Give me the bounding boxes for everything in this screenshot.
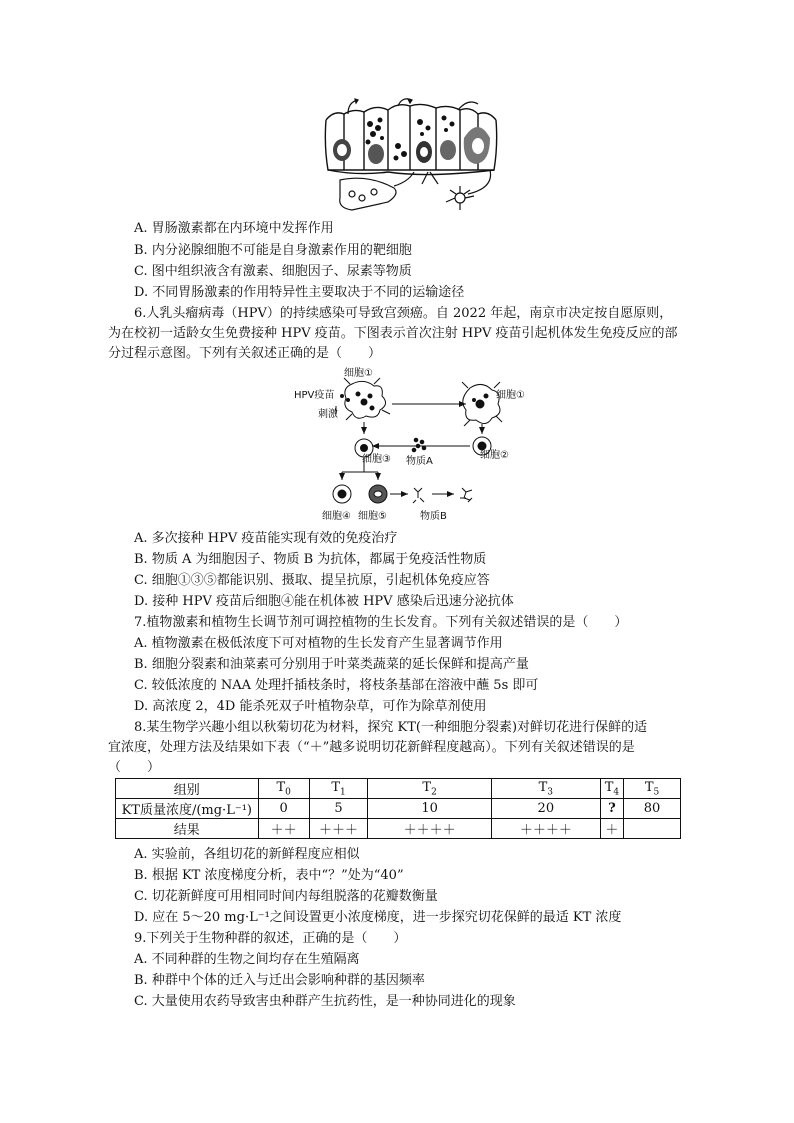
q6-option-b: B. 物质 A 为细胞因子、物质 B 为抗体，都属于免疫活性物质: [134, 552, 487, 567]
q6-option-a: A. 多次接种 HPV 疫苗能实现有效的免疫治疗: [134, 531, 398, 546]
q8-option-d: D. 应在 5～20 mg·L⁻¹之间设置更小浓度梯度，进一步探究切花保鲜的最适 KT 浓度: [134, 910, 622, 925]
table-cell: 0: [258, 799, 309, 819]
label-substance-b: 物质B: [420, 511, 447, 522]
q5-option-a: A. 胃肠激素都在内环境中发挥作用: [134, 221, 334, 236]
table-cell: ?: [600, 799, 623, 819]
q8-option-a: A. 实验前，各组切花的新鲜程度应相似: [134, 847, 360, 862]
label-substance-a: 物质A: [406, 456, 433, 467]
row-label-result: 结果: [116, 819, 259, 839]
table-cell: 5: [309, 799, 368, 819]
table-row-groups: [116, 779, 681, 799]
q7-option-d: D. 高浓度 2，4D 能杀死双子叶植物杂草，可作为除草剂使用: [134, 699, 487, 714]
label-cell4: 细胞④: [322, 511, 351, 522]
q7-stem: 7.植物激素和植物生长调节剂可调控植物的生长发育。下列有关叙述错误的是（ ）: [134, 615, 628, 630]
group-t0: $T_0$: [258, 779, 309, 799]
group-t2: $T_2$: [368, 779, 492, 799]
q5-option-b: B. 内分泌腺细胞不可能是自身激素作用的靶细胞: [134, 243, 412, 258]
group-t4: $T_4$: [600, 779, 623, 799]
label-cell2: 细胞②: [480, 450, 509, 461]
table-cell: 80: [624, 799, 681, 819]
q8-stem-line3: （ ）: [108, 760, 161, 775]
q6-stem-line1: 6.人乳头瘤病毒（HPV）的持续感染可导致宫颈癌。自 2022 年起，南京市决定按自愿原则，: [134, 306, 673, 321]
q7-option-a: A. 植物激素在极低浓度下可对植物的生长发育产生显著调节作用: [134, 636, 503, 651]
kt-results-table: [115, 778, 681, 839]
gut-endocrine-cells-figure: [318, 98, 504, 214]
group-t5: $T_5$: [624, 779, 681, 799]
q8-stem-line2: 宜浓度，处理方法及结果如下表（“＋”越多说明切花新鲜程度越高）。下列有关叙述错误的是: [108, 740, 635, 755]
row-label-concentration: KT质量浓度/(mg·L⁻¹): [116, 799, 259, 819]
row-label-group: 组别: [116, 779, 259, 799]
label-cell1-top: 细胞①: [344, 368, 373, 379]
q8-stem-line1: 8.某生物学兴趣小组以秋菊切花为材料，探究 KT(一种细胞分裂素)对鲜切花进行保鲜的适: [134, 720, 648, 735]
table-cell: ＋＋＋＋: [491, 819, 600, 839]
q8-option-b: B. 根据 KT 浓度梯度分析，表中“？”处为“40”: [134, 868, 404, 883]
label-hpv-vaccine: HPV疫苗: [294, 390, 335, 401]
q6-stem-line3: 分过程示意图。下列有关叙述正确的是（ ）: [108, 346, 382, 361]
q9-stem: 9.下列关于生物种群的叙述，正确的是（ ）: [134, 931, 407, 946]
table-cell: ＋＋: [258, 819, 309, 839]
group-t1: $T_1$: [309, 779, 368, 799]
q5-option-c: C. 图中组织液含有激素、细胞因子、尿素等物质: [134, 264, 412, 279]
table-row-result: [116, 819, 681, 839]
table-cell: ＋＋＋＋: [368, 819, 492, 839]
table-cell: ＋: [600, 819, 623, 839]
q9-option-b: B. 种群中个体的迁入与迁出会影响种群的基因频率: [134, 973, 425, 988]
label-cell1-right: 细胞①: [496, 390, 525, 401]
table-cell: 10: [368, 799, 492, 819]
q6-stem-line2: 为在校初一适龄女生免费接种 HPV 疫苗。下图表示首次注射 HPV 疫苗引起机体发生免疫反应的部: [108, 326, 678, 341]
label-cell3: 细胞③: [362, 454, 391, 465]
q5-option-d: D. 不同胃肠激素的作用特异性主要取决于不同的运输途径: [134, 285, 465, 300]
q9-option-c: C. 大量使用农药导致害虫种群产生抗药性，是一种协同进化的现象: [134, 994, 516, 1009]
q9-option-a: A. 不同种群的生物之间均存在生殖隔离: [134, 952, 360, 967]
table-cell: [624, 819, 681, 839]
table-cell: ＋＋＋: [309, 819, 368, 839]
label-stimulus: 刺激: [318, 409, 338, 420]
q6-option-d: D. 接种 HPV 疫苗后细胞④能在机体被 HPV 感染后迅速分泌抗体: [134, 594, 514, 609]
q7-option-b: B. 细胞分裂素和油菜素可分别用于叶菜类蔬菜的延长保鲜和提高产量: [134, 657, 529, 672]
q7-option-c: C. 较低浓度的 NAA 处理扦插枝条时，将枝条基部在溶液中蘸 5s 即可: [134, 678, 539, 693]
table-cell: 20: [491, 799, 600, 819]
table-row-concentration: [116, 799, 681, 819]
label-cell5: 细胞⑤: [358, 511, 387, 522]
group-t3: $T_3$: [491, 779, 600, 799]
q6-option-c: C. 细胞①③⑤都能识别、摄取、提呈抗原，引起机体免疫应答: [134, 573, 490, 588]
q8-option-c: C. 切花新鲜度可用相同时间内每组脱落的花瓣数衡量: [134, 889, 438, 904]
hpv-immune-diagram: [290, 362, 530, 524]
